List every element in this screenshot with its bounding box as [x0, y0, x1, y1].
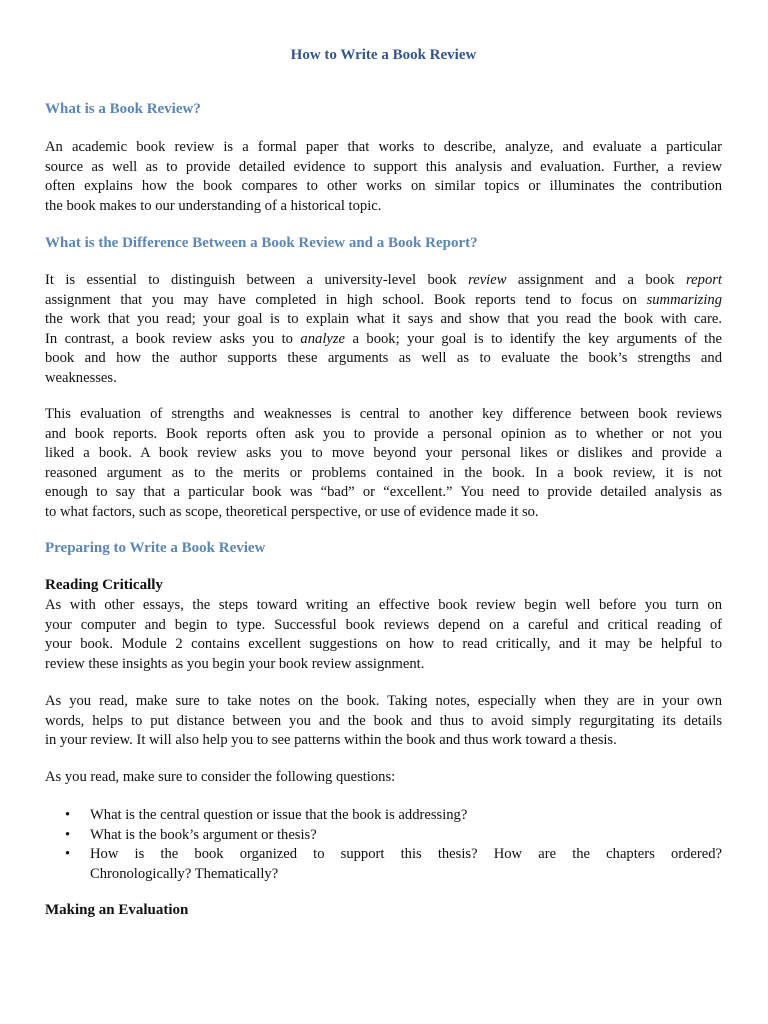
- paragraph-evaluation: [45, 405, 722, 523]
- paragraph-line: often explains how the book compares to other works on similar topics or illuminates the contribution: [45, 178, 722, 195]
- subheading-making-evaluation: Making an Evaluation: [45, 902, 189, 918]
- bullet-icon: •: [65, 807, 71, 823]
- paragraph-taking-notes: [45, 692, 722, 751]
- text-run: assignment and a book: [506, 272, 687, 288]
- bullet-icon: •: [65, 826, 71, 843]
- paragraph-line: your book. Module 2 contains excellent suggestions on how to read critically, and it may be helpful to: [45, 636, 722, 653]
- paragraph-line: source as well as to provide detailed evidence to support this analysis and evaluation. Further, a review: [45, 158, 722, 175]
- paragraph-line: enough to say that a particular book was “bad” or “excellent.” You need to provide detailed analysis as: [45, 484, 722, 501]
- paragraph-line: [45, 330, 722, 350]
- paragraph-line: your computer and begin to type. Successful book reviews depend on a careful and critical reading of: [45, 616, 722, 633]
- paragraph-line: in your review. It will also help you to see patterns within the book and thus work toward a thesis.: [45, 732, 617, 749]
- paragraph-line: reasoned argument as to the merits or problems contained in the book. In a book review, it is not: [45, 464, 722, 481]
- subheading-reading-critically: Reading Critically: [45, 577, 163, 593]
- bullet-icon: •: [65, 846, 71, 863]
- list-item: [45, 826, 722, 846]
- list-item-text: Chronologically? Thematically?: [90, 865, 279, 882]
- list-item-text: How is the book organized to support this thesis? How are the chapters ordered?: [90, 846, 722, 863]
- paragraph-line: to what factors, such as scope, theoretical perspective, or use of evidence made it so.: [45, 503, 539, 520]
- list-item: [45, 806, 722, 826]
- paragraph-line: liked a book. A book review asks you to move beyond your personal likes or dislikes and provide a: [45, 445, 722, 462]
- paragraph-line: This evaluation of strengths and weaknesses is central to another key difference between book reviews: [45, 406, 722, 422]
- text-run: a book; your goal is to identify the key arguments of the: [345, 330, 722, 347]
- list-item-text: What is the central question or issue that the book is addressing?: [90, 807, 468, 823]
- paragraph-line: review these insights as you begin your book review assignment.: [45, 655, 425, 672]
- text-run: It is essential to distinguish between a university-level book: [45, 272, 469, 288]
- paragraph-line: As with other essays, the steps toward writing an effective book review begin well before you turn on: [45, 597, 722, 613]
- question-list: [45, 806, 722, 884]
- section-heading-what-is-book-review: What is a Book Review?: [45, 101, 201, 117]
- emphasis-report: report: [686, 272, 722, 288]
- section-heading-review-vs-report: What is the Difference Between a Book Review and a Book Report?: [45, 235, 478, 251]
- list-item-text: What is the book’s argument or thesis?: [90, 826, 317, 843]
- paragraph-questions-intro: [45, 768, 722, 788]
- emphasis-summarizing: summarizing: [646, 291, 722, 308]
- list-item: [45, 845, 722, 884]
- paragraph-reading-critically: [45, 596, 722, 674]
- document-title: How to Write a Book Review: [290, 47, 477, 63]
- paragraph-line: weaknesses.: [45, 369, 117, 386]
- paragraph-line: the work that you read; your goal is to explain what it says and show that you read the book with care.: [45, 311, 722, 328]
- paragraph-line: and book reports. Book reports often ask you to provide a personal opinion as to whether or not you: [45, 425, 722, 442]
- paragraph-distinguish: [45, 271, 722, 389]
- paragraph-line: As you read, make sure to consider the following questions:: [45, 769, 396, 785]
- paragraph-line: [45, 271, 722, 291]
- paragraph-line: book and how the author supports these arguments as well as to evaluate the book’s strengths and: [45, 350, 722, 367]
- paragraph-line: [45, 291, 722, 311]
- paragraph-line: the book makes to our understanding of a historical topic.: [45, 197, 382, 214]
- emphasis-analyze: analyze: [300, 330, 346, 347]
- paragraph-line: As you read, make sure to take notes on the book. Taking notes, especially when they are in your own: [45, 693, 722, 709]
- paragraph-line: words, helps to put distance between you and the book and thus to avoid simply regurgitating its details: [45, 712, 722, 729]
- emphasis-review: review: [468, 272, 507, 288]
- paragraph-line: An academic book review is a formal paper that works to describe, analyze, and evaluate a particular: [45, 139, 722, 155]
- section-heading-preparing: Preparing to Write a Book Review: [45, 540, 266, 556]
- text-run: In contrast, a book review asks you to: [45, 330, 301, 347]
- text-run: assignment that you may have completed in high school. Book reports tend to focus on: [45, 291, 647, 308]
- paragraph-definition: [45, 138, 722, 216]
